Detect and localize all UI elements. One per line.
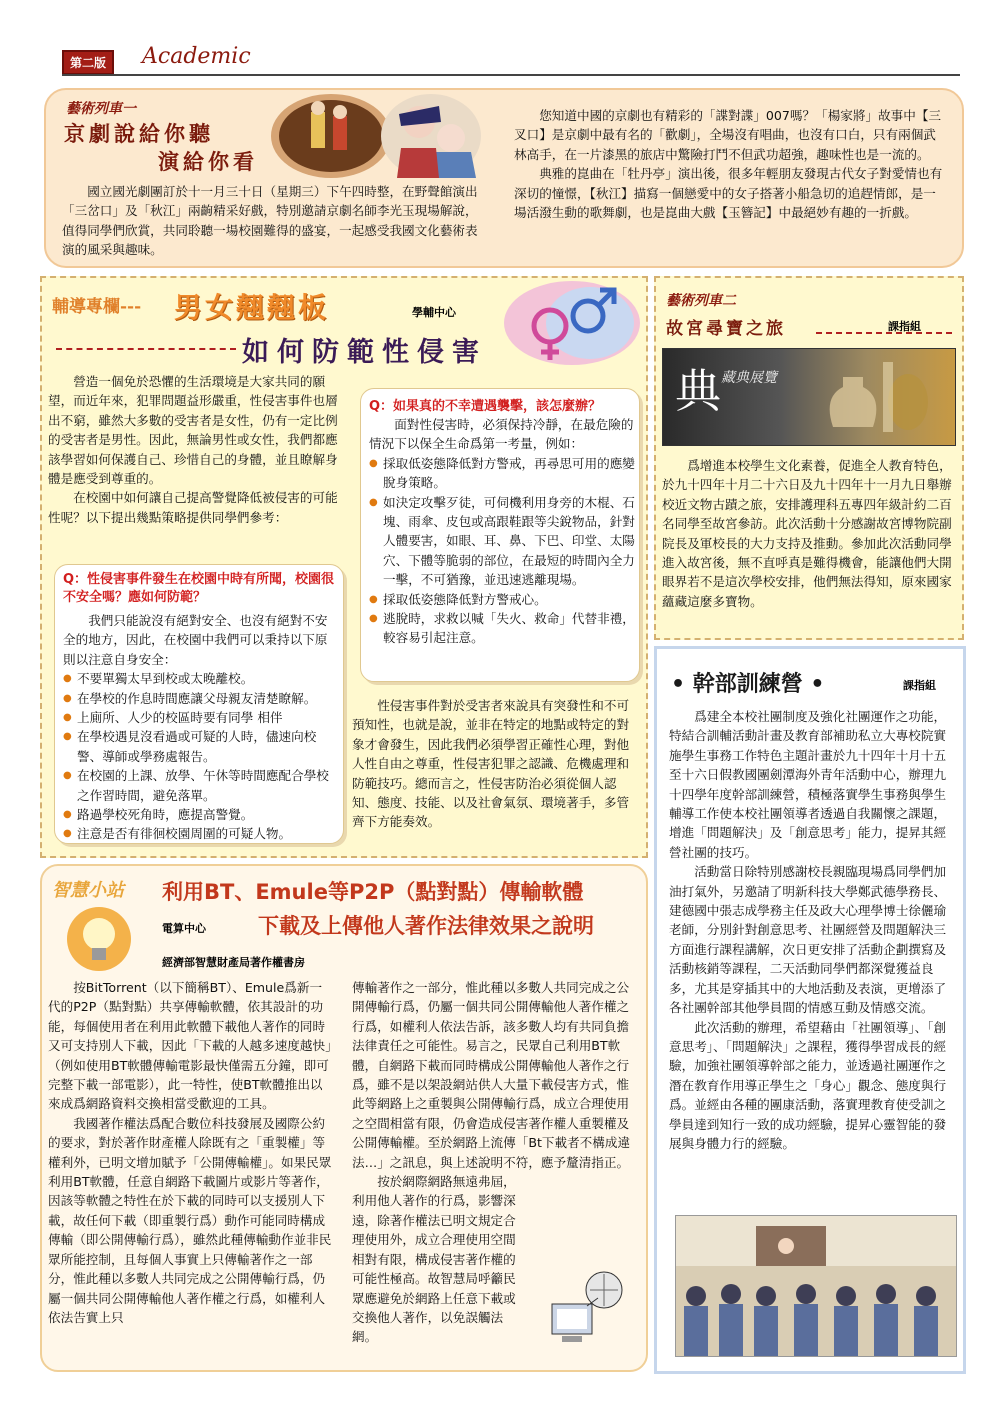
counsel-a2	[369, 415, 635, 648]
gender-symbol-icon	[500, 280, 640, 366]
palace-paragraph: 爲增進本校學生文化素養，促進全人教育特色，於九十四年十月二十六日及九十四年十一月九日舉辦校近文物古蹟之旅，安排護理科五專四年級計約二百名同學至故宮參訪。此次活動十分感謝故宮博物院副院長及軍校長的大力支持及推動。參加此次活動同學進入故宮後，無不直呼真是難得機會，能讓他們大開眼界若不是這次學校安排，他們無法得知，原來國家蘊藏這麼多寶物。	[662, 458, 952, 609]
list-item: ● 在學校的作息時間應讓父母親友清楚瞭解。	[63, 689, 339, 708]
palace-banner-big: 典	[675, 364, 721, 418]
training-paragraph-1: 爲建全本校社團制度及強化社團運作之功能，特結合訓輔活動計畫及教育部補助私立大專校院實施學生事務工作特色主題計畫於九十四年十月十五至十六日假教國團劍潭海外青年活動中心，辦理九十四學年度幹部訓練營，積極落實學生事務與學生輔導工作使本校社團領導者透過自我關懷之課題，增進「問題解決」及「創意思考」能力，提昇其經營社團的技巧。	[669, 709, 947, 860]
masthead-rule	[62, 74, 960, 76]
training-photo	[675, 1215, 957, 1357]
p2p-title-2: 下載及上傳他人著作法律效果之說明	[258, 914, 594, 938]
palace-unit: 課指組	[888, 320, 921, 333]
opera-right-paragraph-2: 典雅的崑曲在「牡丹亭」演出後，很多年輕朋友發現古代女子對愛情也有深切的憧憬，【秋江】描寫一個戀愛中的女子搭著小船急切的追趕情郎，是一場活潑生動的歌舞劇，也是崑曲大戲【玉簪記】中最絕妙有趣的一折戲。	[514, 166, 943, 221]
counsel-q2: Q：如果真的不幸遭遇襲擊，該怎麼辦？	[369, 399, 602, 414]
computer-network-icon	[542, 1264, 632, 1358]
counsel-unit: 學輔中心	[412, 306, 456, 319]
counsel-paragraph-1: 營造一個免於恐懼的生活環境是大家共同的願望，而近年來，犯罪問題益形嚴重，性侵害事件也層出不窮，雖然大多數的受害者是女性，仍有一定比例的受害者是男性。因此，無論男性或女性，我們都應該學習如何保護自己、珍惜自己的身體，並且瞭解身體是應受到尊重的。	[48, 374, 338, 487]
opera-section	[44, 88, 964, 268]
list-item: ● 採取低姿態降低對方警戒，再尋思可用的應變脫身策略。	[369, 454, 635, 493]
counsel-a1	[63, 611, 339, 844]
p2p-right-paragraph-2: 按於網際網路無遠弗屆，利用他人著作的行爲，影響深遠，除著作權法已明文規定合理使用外，成立合理使用空間相對有限，構成侵害著作權的可能性極高。故智慧局呼籲民眾應避免於網路上任意下載或交換他人著作，以免誤觸法網。	[352, 1174, 516, 1345]
counsel-title: 男女翹翹板	[174, 291, 330, 324]
section-title: Academic	[142, 44, 251, 69]
training-paragraph-2: 活動當日除特別感謝校長親臨現場爲同學們加油打氣外，另邀請了明新科技大學鄭武德學務長、建德國中張志成學務主任及政大心理學博士徐儷瑜老師，分別針對創意思考、社團經營及問題解決三方面進行課程講解，次日更安排了活動企劃撰寫及活動核銷等課程，二天活動同學們都深覺獲益良多，尤其是穿插其中的大地活動及表演，更增添了各社團幹部其他學員間的情感互動及情感交流。	[669, 864, 947, 1016]
training-paragraph-3: 此次活動的辦理，希望藉由「社團領導」、「創意思考」、「問題解決」之課程，獲得學習成長的經驗，加強社團領導幹部之能力，並透過社團運作之潛在教育作用導正學生之「身心」觀念、態度與行爲。並經由各種的團康活動，落實理教育使受訓之學員達到知行一致的成功經驗，提昇心靈智能的發展與身體力行的經驗。	[669, 1019, 947, 1151]
list-item: ● 在學校遇見沒看過或可疑的人時，儘速向校警、導師或學務處報告。	[63, 727, 339, 766]
p2p-left-paragraph-1: 按BitTorrent（以下簡稱BT）、Emule爲新一代的P2P（點對點）共享傳輸軟體，依其設計的功能，每個使用者在利用此軟體下載他人著作的同時又可支持別人下載，因此「下載的人越多速度越快」（例如使用BT軟體傳輸電影最快僅需五分鐘，即可完整下載一部電影），此一特性，使BT軟體推出以來成爲網路資料交換相當受歡迎的工具。	[48, 980, 332, 1112]
counsel-conclusion	[352, 696, 640, 832]
lightbulb-icon	[64, 904, 134, 978]
list-item: ● 注意是否有徘徊校園周圍的可疑人物。	[63, 824, 339, 843]
counsel-q1-box	[54, 564, 344, 844]
counsel-paragraph-3: 性侵害事件對於受害者來說具有突發性和不可預知性，也就是說，並非在特定的地點或特定的對象才會發生，因此我們必須學習正確性心理，對他人性自由之尊重，性侵害犯罪之認識、危機處理和防範技巧。總而言之，性侵害防治必須從個人認知、態度、技能、以及社會氣氛、環境著手，多管齊下方能奏效。	[352, 698, 630, 830]
counsel-paragraph-2: 在校園中如何讓自己提高警覺降低被侵害的可能性呢？以下提出幾點策略提供同學們參考：	[48, 490, 338, 525]
palace-banner	[662, 348, 956, 446]
p2p-right-paragraph-1: 傳輸著作之一部分，惟此種以多數人共同完成之公開傳輸行爲，仍屬一個共同公開傳輸他人著作權之行爲，如權利人依法告訴，該多數人均有共同負擔法律責任之可能性。易言之，民眾自己利用BT軟體，自網路下載而同時構成公開傳輸他人著作之行爲，雖不是以架設網站供人大量下載侵害方式，惟此等網路上之重製與公開傳輸行爲，成立合理使用之空間相當有限，仍會造成侵害著作權人重製權及公開傳輸權。至於網路上流傳「Bt下載者不構成違法…」之訊息，與上述說明不符，應予釐清指正。	[352, 980, 631, 1170]
p2p-section	[40, 864, 648, 1372]
opera-right-paragraph-1: 您知道中國的京劇也有精彩的「諜對諜」007嗎？「楊家將」故事中【三叉口】是京劇中最有名的「歡劇」，全場沒有唱曲，也沒有口白，只有兩個武林高手，在一片漆黑的旅店中驚險打鬥不但武功超強，趣味性也是一流的。	[514, 108, 942, 162]
opera-right-text	[514, 106, 944, 222]
training-text	[669, 707, 953, 1153]
p2p-unit: 電算中心	[162, 922, 206, 935]
p2p-title-1: 利用BT、Emule等P2P（點對點）傳輸軟體	[162, 880, 584, 904]
training-unit: 課指組	[903, 679, 936, 692]
p2p-source: 經濟部智慧財產局著作權書房	[162, 956, 305, 969]
p2p-left-paragraph-2: 我國著作權法爲配合數位科技發展及國際公約的要求，對於著作財產權人除既有之「重製權」等權利外，已明文增加賦予「公開傳輸權」。如果民眾利用BT軟體，任意自網路下載圖片或影片等著作，因該等軟體之特性在於下載的同時可以支援別人下載，故任何下載（即重製行爲）動作可能同時構成傳輸（即公開傳輸行爲），雖然此種傳輸動作並非民眾所能控制，且每個人事實上只傳輸著作之一部分，惟此種以多數人共同完成之公開傳輸行爲，仍屬一個共同公開傳輸他人著作權之行爲，如權利人依法告實上只	[48, 1115, 332, 1325]
opera-title-1: 京劇說給你聽	[64, 121, 214, 146]
opera-left-paragraph: 國立國光劇團訂於十一月三十日（星期三）下午四時整，在野聲館演出「三岔口」及「秋江」兩齣精采好戲，特別邀請京劇名師李光玉現場解說，值得同學們欣賞，共同聆聽一場校園難得的盛宴，一起感受我國文化藝術表演的風采與趣味。	[62, 184, 478, 258]
counsel-a2-intro: 面對性侵害時，必須保持冷靜，在最危險的情況下以保全生命爲第一考量，例如：	[369, 417, 634, 452]
counsel-a1-list	[63, 669, 339, 844]
counsel-subtitle: 如何防範性侵害	[242, 337, 487, 368]
counsel-intro	[48, 372, 338, 527]
p2p-corner: 智慧小站	[52, 880, 124, 901]
opera-series: 藝術列車一	[66, 101, 136, 117]
palace-series: 藝術列車二	[666, 293, 736, 309]
list-item: ● 不要單獨太早到校或太晚離校。	[63, 669, 339, 688]
list-item: ● 如決定攻擊歹徒，可伺機利用身旁的木棍、石塊、雨傘、皮包或高跟鞋跟等尖銳物品，針對人體要害，如眼、耳、鼻、下巴、印堂、太陽穴、下體等脆弱的部位，在最短的時間內全力一擊，不可猶豫，並迅速逃離現場。	[369, 493, 635, 590]
masthead	[62, 44, 960, 80]
counsel-q1: Q：性侵害事件發生在校園中時有所聞，校園很不安全嗎？應如何防範？	[63, 572, 335, 605]
counsel-a2-list	[369, 454, 635, 648]
opera-left-text	[62, 182, 482, 260]
list-item: ● 逃脫時，求救以喊「失火、救命」代替非禮，較容易引起注意。	[369, 609, 635, 648]
palace-title: 故宮尋寶之旅	[666, 319, 786, 339]
counsel-q2-box	[360, 388, 640, 682]
vase-icon	[813, 357, 933, 437]
training-section	[654, 646, 966, 1374]
counsel-rule	[56, 348, 236, 350]
training-title: • 幹部訓練營 •	[671, 672, 825, 697]
opera-title-2: 演給你看	[158, 149, 258, 174]
counsel-section	[40, 276, 648, 858]
palace-rule	[816, 332, 952, 334]
list-item: ● 路過學校死角時，應提高警覺。	[63, 805, 339, 824]
palace-section	[654, 276, 964, 640]
counsel-column-label: 輔導專欄---	[52, 297, 142, 317]
list-item: ● 在校園的上課、放學、午休等時間應配合學校之作習時間，避免落單。	[63, 766, 339, 805]
palace-banner-small: 藏典展覽	[721, 370, 777, 386]
list-item: ● 上廁所、人少的校區時要有同學 相伴	[63, 708, 339, 727]
counsel-a1-intro: 我們只能說沒有絕對安全、也沒有絕對不安全的地方，因此，在校園中我們可以秉持以下原則以注意自身安全：	[63, 613, 328, 667]
issue-badge: 第二版	[62, 50, 114, 75]
palace-text	[662, 456, 954, 611]
list-item: ● 採取低姿態降低對方警戒心。	[369, 590, 635, 609]
p2p-left-text	[48, 978, 334, 1327]
opera-photo	[271, 92, 481, 178]
